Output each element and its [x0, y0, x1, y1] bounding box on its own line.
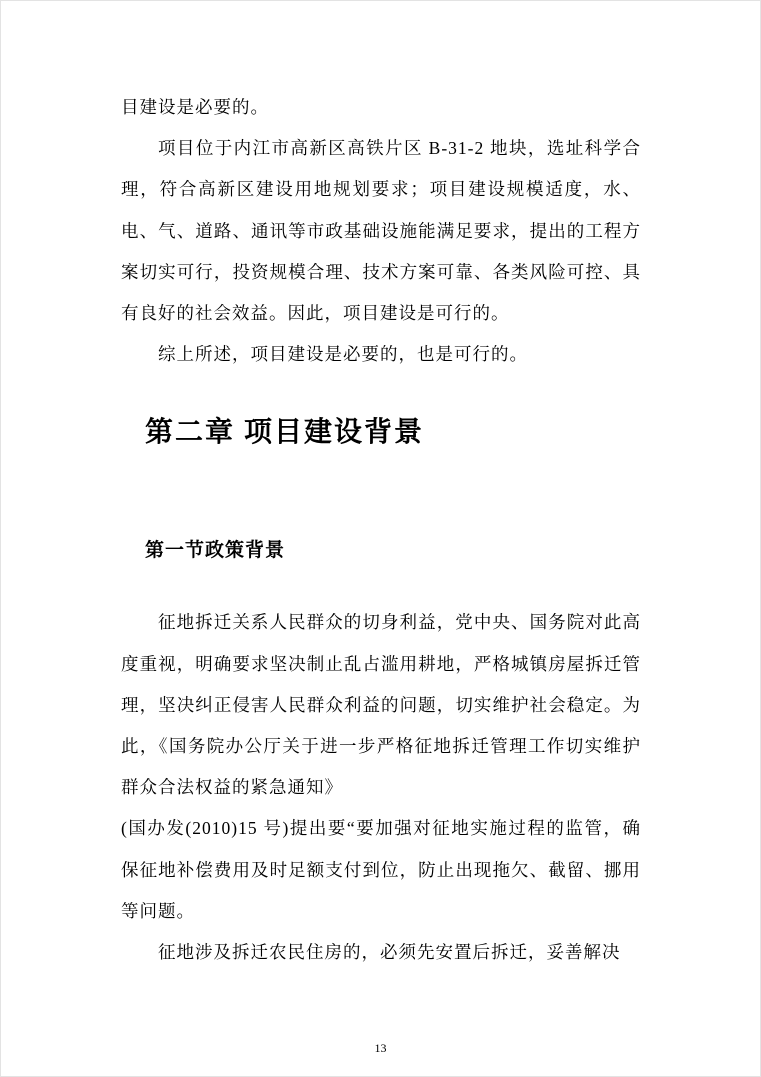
paragraph-feasibility: 项目位于内江市高新区高铁片区 B-31-2 地块，选址科学合理，符合高新区建设用地规划要求；项目建设规模适度，水、电、气、道路、通讯等市政基础设施能满足要求，提出的工程方案切实可行，投资规模合理、技术方案可靠、各类风险可控、具有良好的社会效益。因此，项目建设是可行的。	[121, 138, 641, 324]
paragraph-policy-background: 征地拆迁关系人民群众的切身利益，党中央、国务院对此高度重视，明确要求坚决制止乱占滥用耕地，严格城镇房屋拆迁管理，坚决纠正侵害人民群众利益的问题，切实维护社会稳定。为此，《国务院办公厅关于进一步严格征地拆迁管理工作切实维护群众合法权益的紧急通知》	[121, 612, 641, 798]
page-number: 13	[374, 1041, 387, 1055]
paragraph-continuation: 目建设是必要的。	[121, 97, 269, 117]
paragraph-notice-requirements: (国办发(2010)15 号)提出要“要加强对征地实施过程的监管，确保征地补偿费用及时足额支付到位，防止出现拖欠、截留、挪用等问题。	[121, 818, 641, 921]
chapter-heading: 第二章 项目建设背景	[145, 417, 425, 449]
paragraph-conclusion: 综上所述，项目建设是必要的，也是可行的。	[158, 344, 528, 365]
paragraph-resettlement: 征地涉及拆迁农民住房的，必须先安置后拆迁，妥善解决	[158, 942, 621, 963]
section-heading: 第一节政策背景	[145, 540, 286, 562]
